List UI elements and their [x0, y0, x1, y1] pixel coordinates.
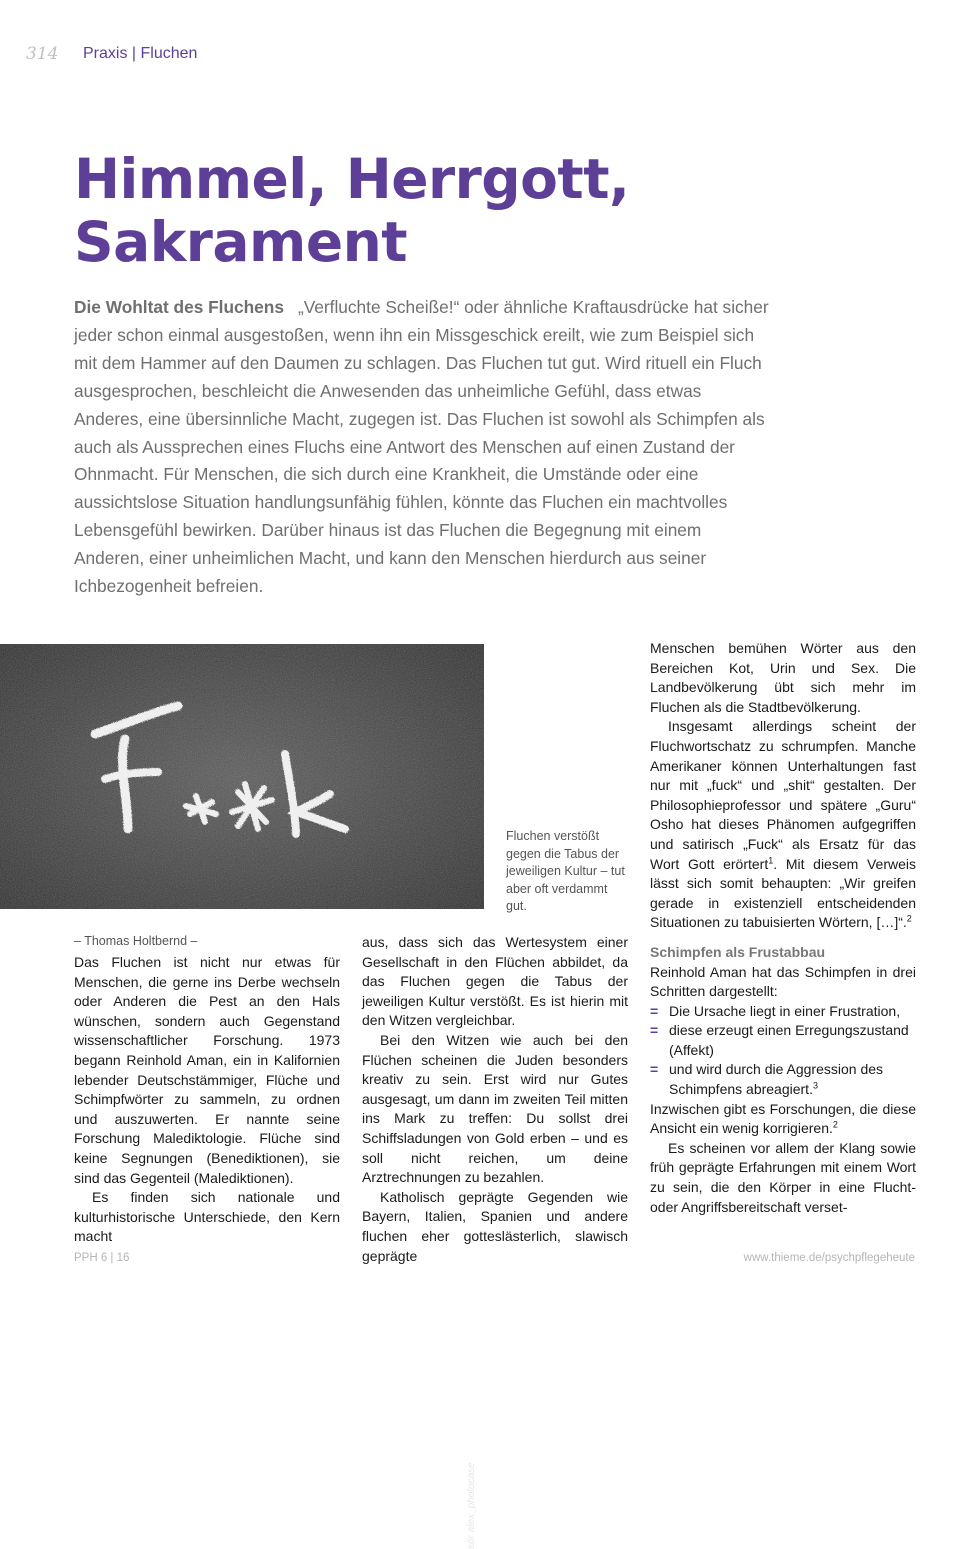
footnote-ref: 2 — [832, 1119, 838, 1130]
list-item-text: Die Ursache liegt in einer Frustration, — [669, 1002, 901, 1019]
list-item — [650, 1021, 916, 1060]
author-byline: – Thomas Holtbernd – — [74, 934, 198, 948]
image-caption: Fluchen verstößt gegen die Tabus der jeweiligen Kultur – tut aber oft verdammt gut. — [506, 829, 625, 913]
footnote-ref: 2 — [906, 913, 912, 924]
paragraph: Das Fluchen ist nicht nur etwas für Menschen, die gerne ins Derbe wechseln oder Anderen die Pest an den Hals wünschen, sondern auch Gegenstand wissenschaftlicher Forschung. 1973 begann Reinhold Aman, ein in Kalifornien lebender Deutschstämmiger, Flüche und Schimpfwörter zu sammeln, zu ordnen und auszuwerten. Er nannte seine Forschung Malediktologie. Flüche sind keine Segnungen (Benediktionen), sie sind das Gegenteil (Malediktionen). — [74, 954, 340, 1186]
text-run: Insgesamt allerdings scheint der Fluchwortschatz zu schrumpfen. Manche Amerikaner können Unterhaltungen fast nur mit „fuck“ und „shit“ gestalten. Der Philosophieprofessor und spätere „Guru“ Osho hat dieses Phänomen aufgegriffen und satirisch „Fuck“ als Ersatz für das Wort Gott erörtert — [650, 718, 916, 872]
text-run: Inzwischen gibt es Forschungen, die diese Ansicht ein wenig korrigieren. — [650, 1100, 916, 1137]
title-line-1: Himmel, Herrgott, — [74, 147, 630, 211]
paragraph: Katholisch geprägte Gegenden wie Bayern, Italien, Spanien und andere fluchen eher gotteslästerlich, slawisch geprägte — [362, 1188, 628, 1264]
paragraph: Es finden sich nationale und kulturhistorische Unterschiede, den Kern macht — [74, 1189, 340, 1245]
text-column-1 — [74, 953, 340, 1247]
page-number: 314 — [26, 44, 59, 64]
list-item — [650, 1060, 916, 1099]
list-item-text: und wird durch die Aggression des Schimpfens abreagiert. — [669, 1061, 884, 1098]
footnote-ref: 3 — [812, 1080, 818, 1091]
text-column-2 — [362, 933, 628, 1266]
paragraph: Reinhold Aman hat das Schimpfen in drei Schritten dargestellt: — [650, 963, 916, 1000]
footer-url[interactable]: www.thieme.de/psychpflegeheute — [743, 1252, 915, 1264]
section-label: Praxis | Fluchen — [83, 45, 198, 62]
text-column-3 — [650, 639, 916, 1217]
text-run: . Mit diesem Verweis lässt sich somit behaupten: „Wir greifen gerade in existenziell entscheidenden Situationen zu tabuisierten Wörtern, […]“. — [650, 855, 916, 931]
paragraph — [650, 1100, 916, 1139]
title-line-2: Sakrament — [74, 210, 408, 274]
paragraph: Menschen bemühen Wörter aus den Bereichen Kot, Urin und Sex. Die Landbevölkerung übt sich mehr im Fluchen als die Stadtbevölkerung. — [650, 640, 916, 715]
list-item — [650, 1002, 916, 1022]
lead-kicker: Die Wohltat des Fluchens — [74, 297, 284, 317]
bullet-mark: = — [650, 1022, 659, 1039]
photo-credit: sör alex_photocase — [466, 1462, 477, 1549]
paragraph — [650, 717, 916, 933]
article-title — [74, 148, 774, 274]
bullet-list — [650, 1002, 916, 1100]
paragraph: Es scheinen vor allem der Klang sowie früh geprägte Erfahrungen mit einem Wort zu sein, die den Körper in eine Flucht- oder Angriffsbereitschaft verset- — [650, 1139, 916, 1215]
bullet-mark: = — [650, 1061, 659, 1078]
list-item-text: diese erzeugt einen Erregungszustand (Affekt) — [669, 1022, 909, 1058]
paragraph: aus, dass sich das Wertesystem einer Gesellschaft in den Flüchen abbildet, da das Fluchen gegen die Tabus der jeweiligen Kultur verstößt. Es ist hierin mit den Witzen vergleichbar. — [362, 934, 628, 1029]
chalkboard-image — [0, 644, 484, 909]
lead-text: „Verfluchte Scheiße!“ oder ähnliche Kraftausdrücke hat sicher jeder schon einmal ausgestoßen, wenn ihn ein Missgeschick ereilt, wie zum Beispiel sich mit dem Hammer auf den Daumen zu schlagen. Das Fluchen tut gut. Wird rituell ein Fluch ausgesprochen, beschleicht die Anwesenden das unheimliche Gefühl, dass etwas Anderes, eine übersinnliche Macht, zugegen ist. Das Fluchen ist sowohl als Schimpfen als auch als Aussprechen eines Fluchs eine Antwort des Menschen auf einen Zustand der Ohnmacht. Für Menschen, die sich durch eine Krankheit, die Umstände oder eine aussichtslose Situation handlungsunfähig fühlen, könnte das Fluchen ein machtvolles Lebensgefühl bewirken. Darüber hinaus ist das Fluchen die Begegnung mit einem Anderen, einer unheimlichen Macht, und kann den Menschen hierdurch aus seiner Ichbezogenheit befreien. — [74, 297, 769, 597]
paragraph: Bei den Witzen wie auch bei den Flüchen scheinen die Juden besonders kreativ zu sein. Erst wird nur Gutes ausgesagt, um dann im zweiten Teil mitten ins Mark zu treffen: Du sollst drei Schiffsladungen von Gold erben – und es soll nicht reichen, um deine Arztrechnungen zu bezahlen. — [362, 1031, 628, 1186]
bullet-mark: = — [650, 1002, 659, 1019]
lead-paragraph — [74, 294, 774, 601]
footnote-ref: 1 — [768, 854, 774, 865]
footer-issue: PPH 6 | 16 — [74, 1252, 130, 1264]
subheading: Schimpfen als Frustabbau — [650, 943, 826, 960]
